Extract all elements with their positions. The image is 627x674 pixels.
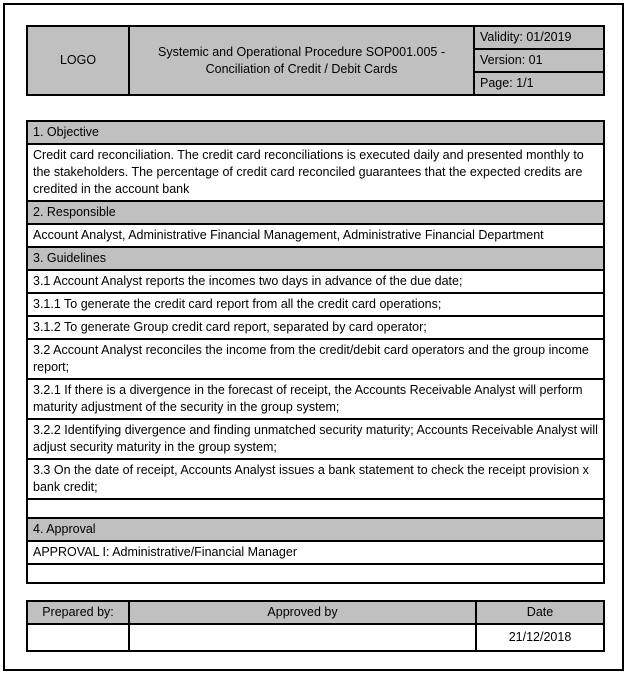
guideline-item-row [27, 293, 604, 316]
empty-cell [27, 499, 604, 518]
signoff-table [26, 600, 605, 652]
approval-heading-row [27, 518, 604, 541]
guideline-item: 3.2.1 If there is a divergence in the forecast of receipt, the Accounts Receivable Analyst will perform maturity adjustment of the security in the group system; [27, 379, 604, 419]
signoff-value-row [27, 624, 604, 651]
empty-cell [27, 564, 604, 583]
guideline-item: 3.3 On the date of receipt, Accounts Analyst issues a bank statement to check the receipt provision x bank credit; [27, 459, 604, 499]
guideline-item-row [27, 270, 604, 293]
guideline-item: 3.2.2 Identifying divergence and finding unmatched security maturity; Accounts Receivable Analyst will adjust security maturity in the group system; [27, 419, 604, 459]
document-header-table [26, 25, 605, 96]
header-row-1 [27, 26, 604, 49]
page-number-cell: Page: 1/1 [474, 72, 604, 95]
sections-table [26, 120, 605, 584]
approved-by-value [129, 624, 476, 651]
logo-placeholder: LOGO [27, 26, 129, 95]
objective-heading-row [27, 121, 604, 144]
guideline-item-row [27, 419, 604, 459]
spacer-row [27, 564, 604, 583]
approval-heading: 4. Approval [27, 518, 604, 541]
guideline-item: 3.1 Account Analyst reports the incomes two days in advance of the due date; [27, 270, 604, 293]
spacer-row [27, 499, 604, 518]
approval-body-row [27, 541, 604, 564]
responsible-body-row [27, 224, 604, 247]
guideline-item-row [27, 339, 604, 379]
guideline-item: 3.2 Account Analyst reconciles the income from the credit/debit card operators and the group income report; [27, 339, 604, 379]
objective-body-row [27, 144, 604, 201]
guidelines-heading: 3. Guidelines [27, 247, 604, 270]
date-label: Date [476, 601, 604, 624]
prepared-by-label: Prepared by: [27, 601, 129, 624]
guidelines-heading-row [27, 247, 604, 270]
prepared-by-value [27, 624, 129, 651]
approval-body: APPROVAL I: Administrative/Financial Manager [27, 541, 604, 564]
guideline-item-row [27, 379, 604, 419]
guideline-item: 3.1.1 To generate the credit card report from all the credit card operations; [27, 293, 604, 316]
validity-cell: Validity: 01/2019 [474, 26, 604, 49]
version-cell: Version: 01 [474, 49, 604, 72]
guideline-item-row [27, 459, 604, 499]
responsible-heading: 2. Responsible [27, 201, 604, 224]
objective-heading: 1. Objective [27, 121, 604, 144]
guideline-item: 3.1.2 To generate Group credit card report, separated by card operator; [27, 316, 604, 339]
document-title: Systemic and Operational Procedure SOP001.005 - Conciliation of Credit / Debit Cards [129, 26, 474, 95]
approved-by-label: Approved by [129, 601, 476, 624]
signoff-header-row [27, 601, 604, 624]
objective-body: Credit card reconciliation. The credit card reconciliations is executed daily and presented monthly to the stakeholders. The percentage of credit card reconciled guarantees that the expected credits are credited in the account bank [27, 144, 604, 201]
responsible-heading-row [27, 201, 604, 224]
guideline-item-row [27, 316, 604, 339]
date-value: 21/12/2018 [476, 624, 604, 651]
responsible-body: Account Analyst, Administrative Financial Management, Administrative Financial Department [27, 224, 604, 247]
